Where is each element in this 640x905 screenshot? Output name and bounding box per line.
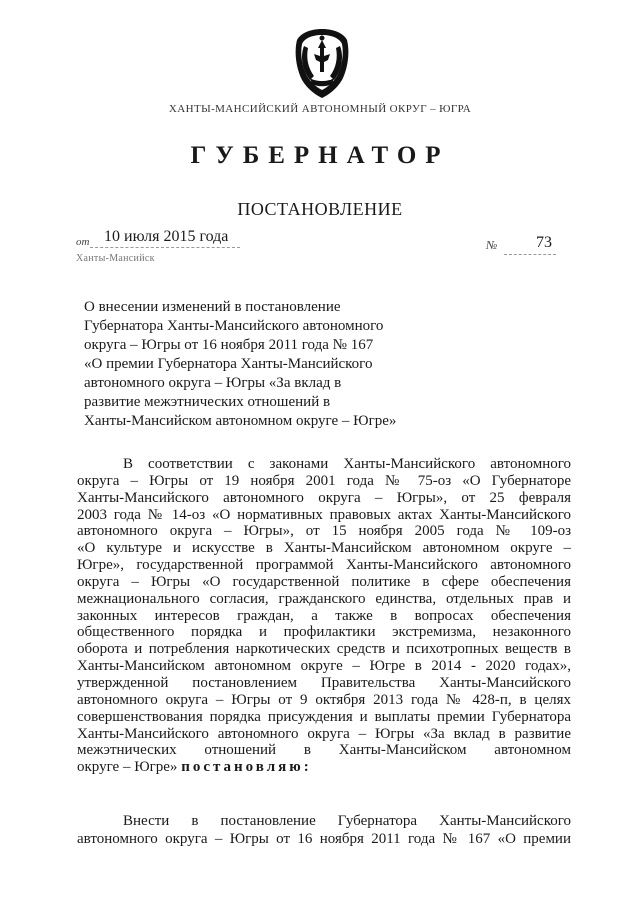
body-line: автономного округа – Югры», от 15 ноября 2005 года № 109-оз xyxy=(77,523,571,540)
body-line: совершенствования порядка присуждения и выплаты премии Губернатора xyxy=(77,708,571,725)
number-label: № xyxy=(486,238,498,252)
date-prefix: от xyxy=(76,236,90,248)
subject-line: О внесении изменений в постановление xyxy=(84,299,341,315)
decree-keyword: постановляю: xyxy=(181,759,312,776)
subject-line: развитие межэтнических отношений в xyxy=(84,394,331,410)
body-paragraph-1 xyxy=(77,456,571,776)
document-date: 10 июля 2015 года xyxy=(104,228,229,245)
body-line: общественного порядка и профилактики экстремизма, незаконного xyxy=(77,624,571,641)
body-line: законных интересов граждан, а также в вопросах обеспечения xyxy=(77,607,571,624)
emblem-text: ЮГРА xyxy=(313,75,331,82)
body-line-last-text: округе – Югре» xyxy=(77,759,178,776)
subject-line: Губернатора Ханты-Мансийского автономного xyxy=(84,318,384,334)
region-name: ХАНТЫ-МАНСИЙСКИЙ АВТОНОМНЫЙ ОКРУГ – ЮГРА xyxy=(168,103,472,115)
body-line: Ханты-Мансийского автономного округа – Югры», от 25 февраля xyxy=(77,489,571,506)
subject-line: автономного округа – Югры «За вклад в xyxy=(84,375,342,391)
coat-of-arms-icon xyxy=(290,26,354,100)
coat-of-arms-svg xyxy=(290,26,354,100)
document-number: 73 xyxy=(536,234,552,251)
body-line: межэтнических отношений в Ханты-Мансийском автономном xyxy=(77,742,571,759)
subject-line: «О премии Губернатора Ханты-Мансийского xyxy=(84,356,373,372)
body-line: автономного округа – Югры от 9 октября 2013 года № 428-п, в целях xyxy=(77,691,571,708)
body-line-last xyxy=(77,759,571,776)
subject-line: округа – Югры от 16 ноября 2011 года № 167 xyxy=(84,337,374,353)
body-line: оборота и потребления наркотических средств и психотропных веществ в xyxy=(77,641,571,658)
body-line: Ханты-Мансийского автономного округа – Югры «За вклад в развитие xyxy=(77,725,571,742)
number-underline xyxy=(504,254,556,255)
body-line: утвержденной постановлением Правительства Ханты-Мансийского xyxy=(77,674,571,691)
date-underline xyxy=(90,247,240,248)
body-line: В соответствии с законами Ханты-Мансийского автономного xyxy=(123,456,571,472)
document-city: Ханты-Мансийск xyxy=(76,253,155,264)
body-line: автономного округа – Югры от 16 ноября 2011 года № 167 «О премии xyxy=(77,831,571,847)
document-type-title: ПОСТАНОВЛЕНИЕ xyxy=(237,199,403,219)
body-line: Югре», государственной программой Ханты-Мансийского автономного xyxy=(77,557,571,574)
body-line: «О культуре и искусстве в Ханты-Мансийском автономном округе – xyxy=(77,540,571,557)
document-subject xyxy=(84,298,524,431)
body-line: округа – Югры от 19 ноября 2001 года № 75-оз «О Губернаторе xyxy=(77,472,571,489)
body-line: 2003 года № 14-оз «О нормативных правовых актах Ханты-Мансийского xyxy=(77,506,571,523)
body-line: округа – Югры «О государственной политике в сфере обеспечения xyxy=(77,573,571,590)
body-line: Внести в постановление Губернатора Ханты-Мансийского xyxy=(123,813,571,829)
body-paragraph-2 xyxy=(77,812,571,848)
body-line: Ханты-Мансийском автономном округе – Югре в 2014 - 2020 годах», xyxy=(77,658,571,675)
subject-line: Ханты-Мансийском автономном округе – Югре» xyxy=(84,413,397,429)
body-line: межнационального согласия, гражданского единства, отдельных прав и xyxy=(77,590,571,607)
document-issuer-title: ГУБЕРНАТОР xyxy=(190,142,450,169)
